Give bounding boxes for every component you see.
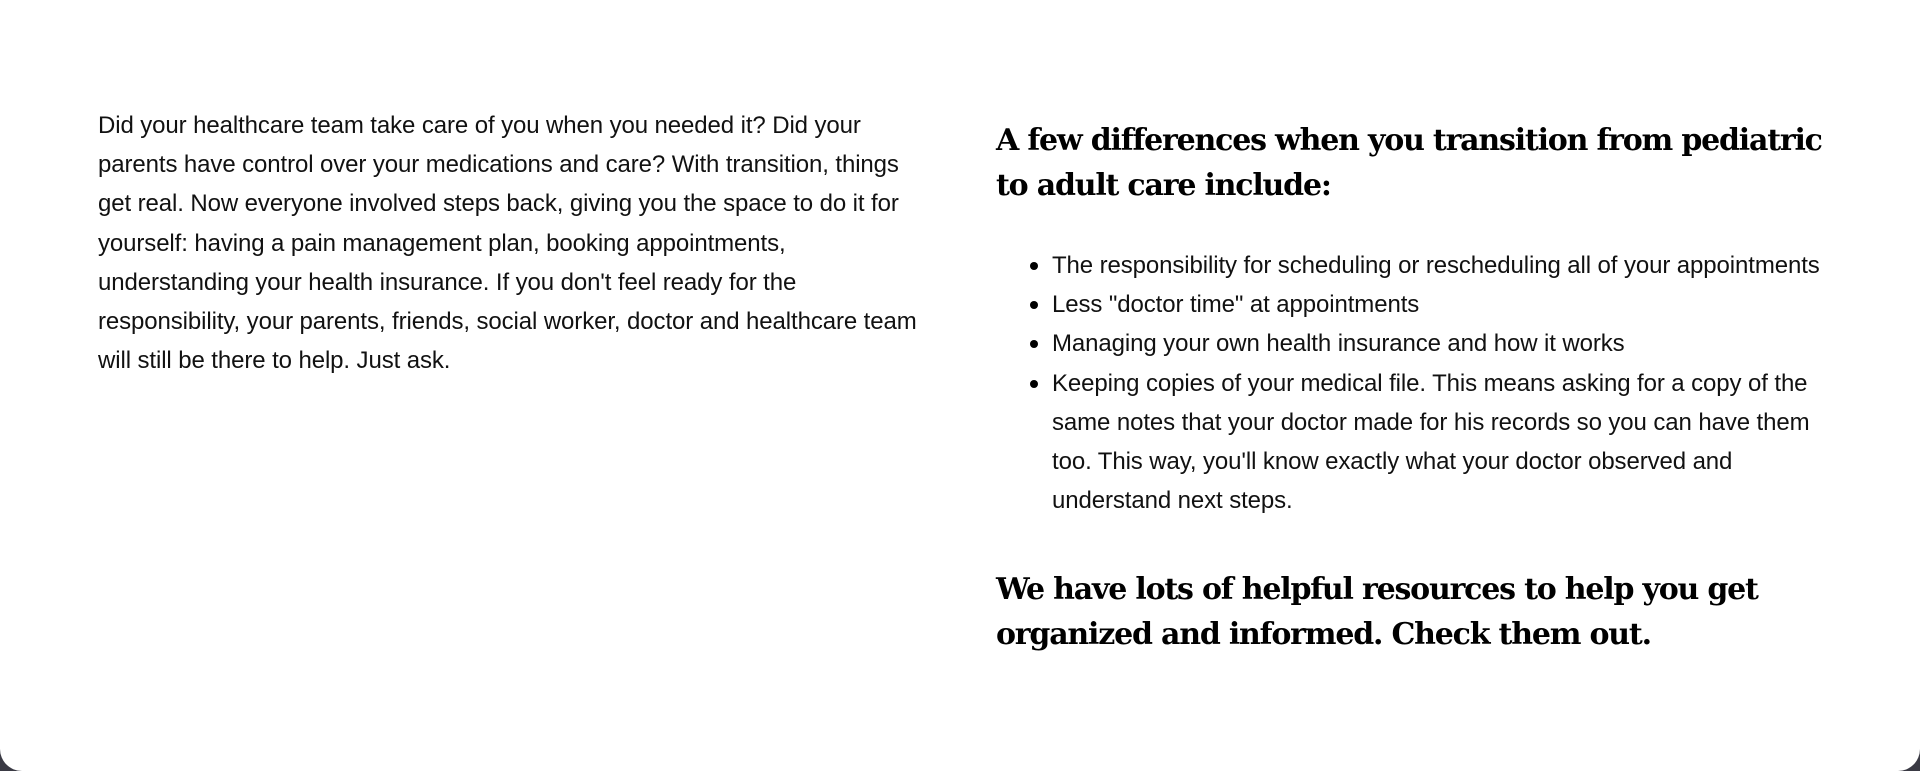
list-item xyxy=(996,364,1826,521)
bullet-icon xyxy=(1030,340,1038,348)
resources-heading: We have lots of helpful resources to help you get organized and informed. Check them out. xyxy=(996,572,1758,652)
bullet-icon xyxy=(1030,301,1038,309)
list-item xyxy=(996,246,1826,285)
list-item xyxy=(996,324,1826,363)
list-item-text: Less "doctor time" at appointments xyxy=(1052,291,1420,319)
differences-list xyxy=(996,246,1826,520)
list-item-text: Managing your own health insurance and how it works xyxy=(1052,330,1625,358)
intro-paragraph: Did your healthcare team take care of you when you needed it? Did your parents have control over your medications and care? With transition, things get real. Now everyone involved steps back, giving you the space to do it for yourself: having a pain management plan, booking appointments, understanding your health insurance. If you don't feel ready for the responsibility, your parents, friends, social worker, doctor and healthcare team will still be there to help. Just ask. xyxy=(98,112,917,375)
list-item-text: The responsibility for scheduling or rescheduling all of your appointments xyxy=(1052,252,1820,279)
list-item-text: Keeping copies of your medical file. This means asking for a copy of the same notes that your doctor made for his records so you can have them too. This way, you'll know exactly what your doctor observed and understand next steps. xyxy=(1052,369,1810,515)
bullet-icon xyxy=(1030,262,1038,270)
differences-column xyxy=(996,119,1826,657)
bullet-icon xyxy=(1030,380,1038,388)
list-item xyxy=(996,285,1826,324)
differences-heading: A few differences when you transition from pediatric to adult care include: xyxy=(996,123,1822,203)
intro-column xyxy=(98,106,920,380)
